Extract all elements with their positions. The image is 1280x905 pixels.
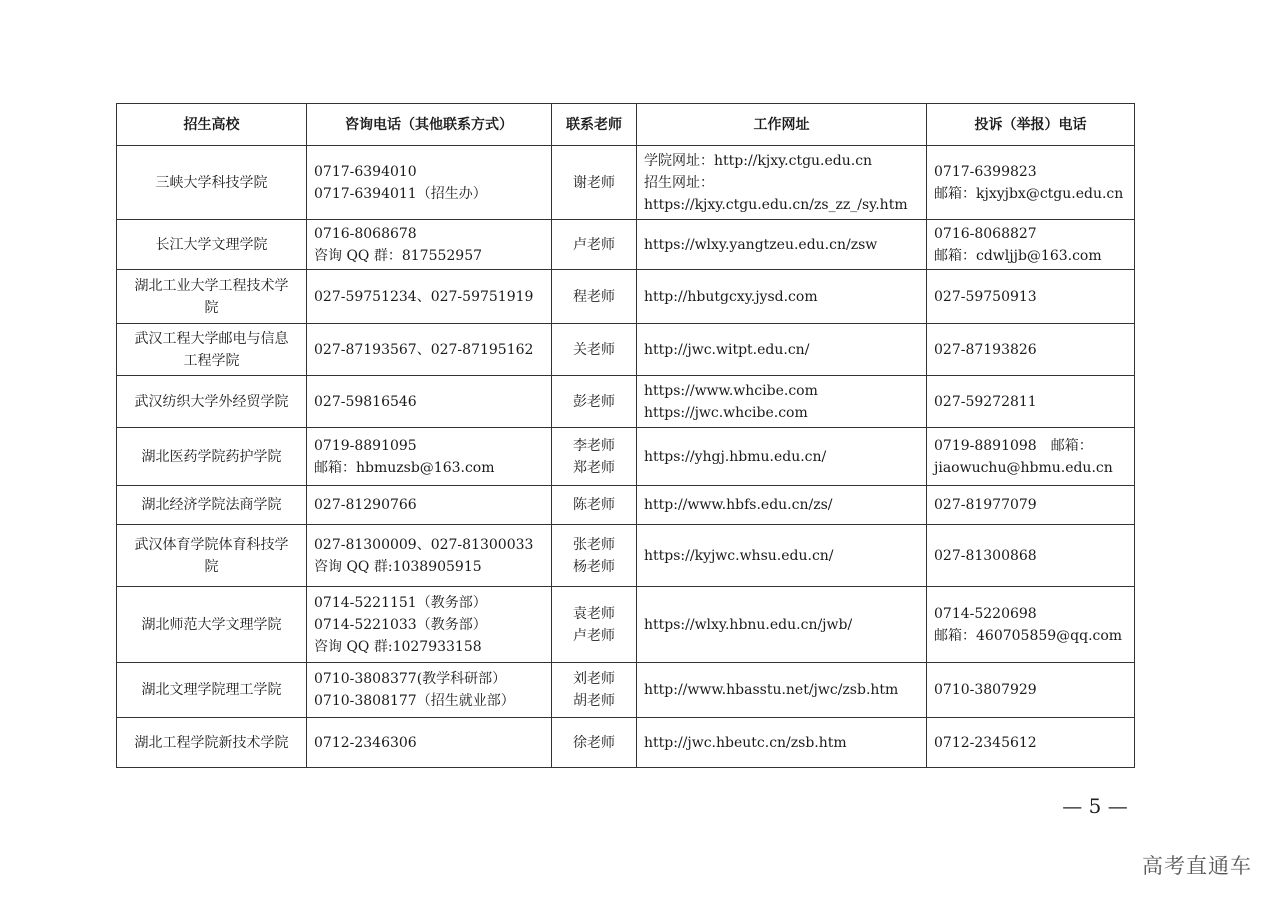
cell-website xyxy=(637,270,927,324)
cell-complaint-line: 0712-2345612 xyxy=(934,734,1037,751)
cell-teacher xyxy=(552,270,637,324)
page-number: — 5 — xyxy=(1062,794,1128,818)
cell-complaint-line: 0717-6399823 xyxy=(934,163,1037,180)
cell-complaint xyxy=(927,376,1135,428)
cell-school xyxy=(117,486,307,525)
cell-phone-line: 咨询 QQ 群：817552957 xyxy=(314,247,483,264)
cell-phone xyxy=(307,486,552,525)
cell-complaint xyxy=(927,587,1135,663)
cell-phone xyxy=(307,718,552,768)
cell-complaint xyxy=(927,525,1135,587)
cell-website-line: 招生网址： xyxy=(644,174,714,191)
cell-complaint xyxy=(927,486,1135,525)
cell-phone xyxy=(307,220,552,270)
cell-phone-line: 0719-8891095 xyxy=(314,437,417,454)
cell-website-line: http://www.hbasstu.net/jwc/zsb.htm xyxy=(644,682,899,698)
cell-teacher-line: 郑老师 xyxy=(573,459,615,476)
cell-phone xyxy=(307,146,552,220)
table-row xyxy=(117,376,1135,428)
cell-teacher xyxy=(552,525,637,587)
cell-school xyxy=(117,220,307,270)
table-row xyxy=(117,146,1135,220)
header-school: 招生高校 xyxy=(117,104,307,146)
cell-school-line: 湖北经济学院法商学院 xyxy=(141,497,282,513)
table-row xyxy=(117,270,1135,324)
cell-teacher xyxy=(552,324,637,376)
cell-website xyxy=(637,486,927,525)
cell-phone-line: 027-59816546 xyxy=(314,393,417,410)
cell-phone-line: 027-81300009、027-81300033 xyxy=(314,536,534,553)
cell-school xyxy=(117,718,307,768)
cell-phone-line: 027-59751234、027-59751919 xyxy=(314,288,534,305)
cell-complaint-line: 027-87193826 xyxy=(934,341,1037,358)
cell-teacher-line: 卢老师 xyxy=(573,627,615,644)
cell-teacher xyxy=(552,663,637,718)
cell-complaint-line: 027-59750913 xyxy=(934,288,1037,305)
cell-website-line: http://www.hbfs.edu.cn/zs/ xyxy=(644,497,833,513)
cell-school-line: 湖北师范大学文理学院 xyxy=(141,616,282,633)
cell-phone xyxy=(307,376,552,428)
cell-website-line: http://hbutgcxy.jysd.com xyxy=(644,288,818,305)
cell-phone xyxy=(307,663,552,718)
cell-teacher xyxy=(552,718,637,768)
cell-website-line: https://kjxy.ctgu.edu.cn/zs_zz_/sy.htm xyxy=(644,196,908,213)
cell-teacher-line: 谢老师 xyxy=(573,174,615,191)
cell-school-line: 湖北工程学院新技术学院 xyxy=(134,734,289,751)
cell-teacher-line: 李老师 xyxy=(573,437,615,454)
cell-teacher-line: 刘老师 xyxy=(573,671,615,687)
cell-complaint-line: 027-81300868 xyxy=(934,547,1037,564)
table-body xyxy=(117,146,1135,768)
cell-website-line: https://wlxy.yangtzeu.edu.cn/zsw xyxy=(644,236,878,253)
cell-complaint xyxy=(927,146,1135,220)
cell-phone xyxy=(307,270,552,324)
cell-website xyxy=(637,663,927,718)
cell-teacher-line: 袁老师 xyxy=(573,605,615,622)
header-complaint: 投诉（举报）电话 xyxy=(927,104,1135,146)
cell-website-line: https://www.whcibe.com xyxy=(644,382,818,399)
cell-school-line: 湖北工业大学工程技术学 xyxy=(134,277,289,294)
cell-website xyxy=(637,428,927,486)
cell-school xyxy=(117,525,307,587)
cell-complaint xyxy=(927,718,1135,768)
cell-school-line: 院 xyxy=(204,558,219,575)
cell-complaint-line: 邮箱：460705859@qq.com xyxy=(934,627,1123,644)
cell-website xyxy=(637,376,927,428)
cell-school-line: 三峡大学科技学院 xyxy=(155,174,268,191)
table-row xyxy=(117,663,1135,718)
cell-complaint xyxy=(927,270,1135,324)
cell-phone-line: 0717-6394011（招生办） xyxy=(314,185,487,202)
cell-website-line: 学院网址：http://kjxy.ctgu.edu.cn xyxy=(644,152,873,169)
cell-school xyxy=(117,146,307,220)
cell-complaint-line: 0719-8891098 邮箱： xyxy=(934,437,1093,454)
cell-school-line: 湖北医药学院药护学院 xyxy=(141,448,282,465)
cell-complaint xyxy=(927,324,1135,376)
cell-complaint xyxy=(927,220,1135,270)
cell-school-line: 武汉纺织大学外经贸学院 xyxy=(134,393,289,410)
cell-phone xyxy=(307,525,552,587)
cell-website xyxy=(637,146,927,220)
cell-teacher xyxy=(552,376,637,428)
cell-phone-line: 0714-5221033（教务部） xyxy=(314,616,487,633)
cell-phone xyxy=(307,587,552,663)
cell-teacher xyxy=(552,146,637,220)
table-row xyxy=(117,324,1135,376)
cell-website-line: http://jwc.hbeutc.cn/zsb.htm xyxy=(644,734,847,751)
cell-complaint-line: jiaowuchu@hbmu.edu.cn xyxy=(934,459,1113,476)
cell-phone-line: 0710-3808177（招生就业部） xyxy=(314,693,515,709)
cell-website xyxy=(637,324,927,376)
table-header-row xyxy=(117,104,1135,146)
cell-school xyxy=(117,324,307,376)
cell-complaint-line: 027-59272811 xyxy=(934,393,1037,410)
cell-complaint-line: 027-81977079 xyxy=(934,497,1037,513)
cell-website-line: https://jwc.whcibe.com xyxy=(644,404,808,421)
cell-complaint-line: 0714-5220698 xyxy=(934,605,1037,622)
table-row xyxy=(117,486,1135,525)
header-teacher: 联系老师 xyxy=(552,104,637,146)
cell-school xyxy=(117,663,307,718)
cell-website-line: https://wlxy.hbnu.edu.cn/jwb/ xyxy=(644,616,853,633)
cell-phone-line: 0714-5221151（教务部） xyxy=(314,594,487,611)
cell-website xyxy=(637,525,927,587)
header-website: 工作网址 xyxy=(637,104,927,146)
cell-school xyxy=(117,587,307,663)
cell-school-line: 武汉工程大学邮电与信息 xyxy=(134,330,289,347)
cell-phone-line: 027-81290766 xyxy=(314,497,417,513)
cell-teacher-line: 关老师 xyxy=(573,341,615,358)
cell-complaint xyxy=(927,428,1135,486)
cell-school-line: 院 xyxy=(204,299,219,316)
cell-school-line: 长江大学文理学院 xyxy=(155,236,268,253)
cell-teacher xyxy=(552,220,637,270)
cell-teacher-line: 徐老师 xyxy=(573,734,615,751)
table-row xyxy=(117,220,1135,270)
cell-school-line: 武汉体育学院体育科技学 xyxy=(134,536,289,553)
cell-teacher-line: 陈老师 xyxy=(573,497,615,513)
cell-teacher xyxy=(552,587,637,663)
table-row xyxy=(117,587,1135,663)
cell-school xyxy=(117,270,307,324)
cell-teacher xyxy=(552,486,637,525)
cell-complaint-line: 0710-3807929 xyxy=(934,682,1037,698)
cell-complaint-line: 0716-8068827 xyxy=(934,225,1037,242)
cell-school xyxy=(117,376,307,428)
cell-school-line: 湖北文理学院理工学院 xyxy=(141,682,282,698)
cell-phone-line: 0716-8068678 xyxy=(314,225,417,242)
table-row xyxy=(117,525,1135,587)
cell-phone-line: 咨询 QQ 群:1027933158 xyxy=(314,638,482,655)
watermark: 高考直通车 xyxy=(1142,854,1252,878)
cell-complaint-line: 邮箱：cdwljjb@163.com xyxy=(934,247,1102,264)
cell-school-line: 工程学院 xyxy=(183,352,240,369)
cell-website-line: https://yhgj.hbmu.edu.cn/ xyxy=(644,448,827,465)
cell-complaint-line: 邮箱：kjxyjbx@ctgu.edu.cn xyxy=(934,185,1124,202)
cell-phone xyxy=(307,428,552,486)
cell-website xyxy=(637,718,927,768)
cell-phone-line: 0710-3808377(教学科研部） xyxy=(314,671,507,687)
cell-phone xyxy=(307,324,552,376)
table-row xyxy=(117,428,1135,486)
cell-phone-line: 027-87193567、027-87195162 xyxy=(314,341,534,358)
cell-teacher-line: 程老师 xyxy=(573,288,615,305)
cell-teacher-line: 张老师 xyxy=(573,536,615,553)
cell-complaint xyxy=(927,663,1135,718)
cell-phone-line: 0717-6394010 xyxy=(314,163,417,180)
cell-teacher-line: 胡老师 xyxy=(573,693,615,709)
cell-website-line: http://jwc.witpt.edu.cn/ xyxy=(644,341,810,358)
cell-website xyxy=(637,587,927,663)
cell-school xyxy=(117,428,307,486)
cell-phone-line: 0712-2346306 xyxy=(314,734,417,751)
table-row xyxy=(117,718,1135,768)
header-phone: 咨询电话（其他联系方式） xyxy=(307,104,552,146)
contacts-table xyxy=(116,103,1135,768)
cell-website-line: https://kyjwc.whsu.edu.cn/ xyxy=(644,547,834,564)
cell-phone-line: 邮箱：hbmuzsb@163.com xyxy=(314,459,495,476)
cell-phone-line: 咨询 QQ 群:1038905915 xyxy=(314,558,482,575)
cell-teacher-line: 彭老师 xyxy=(573,393,615,410)
cell-website xyxy=(637,220,927,270)
cell-teacher-line: 卢老师 xyxy=(573,236,615,253)
cell-teacher xyxy=(552,428,637,486)
cell-teacher-line: 杨老师 xyxy=(573,558,615,575)
